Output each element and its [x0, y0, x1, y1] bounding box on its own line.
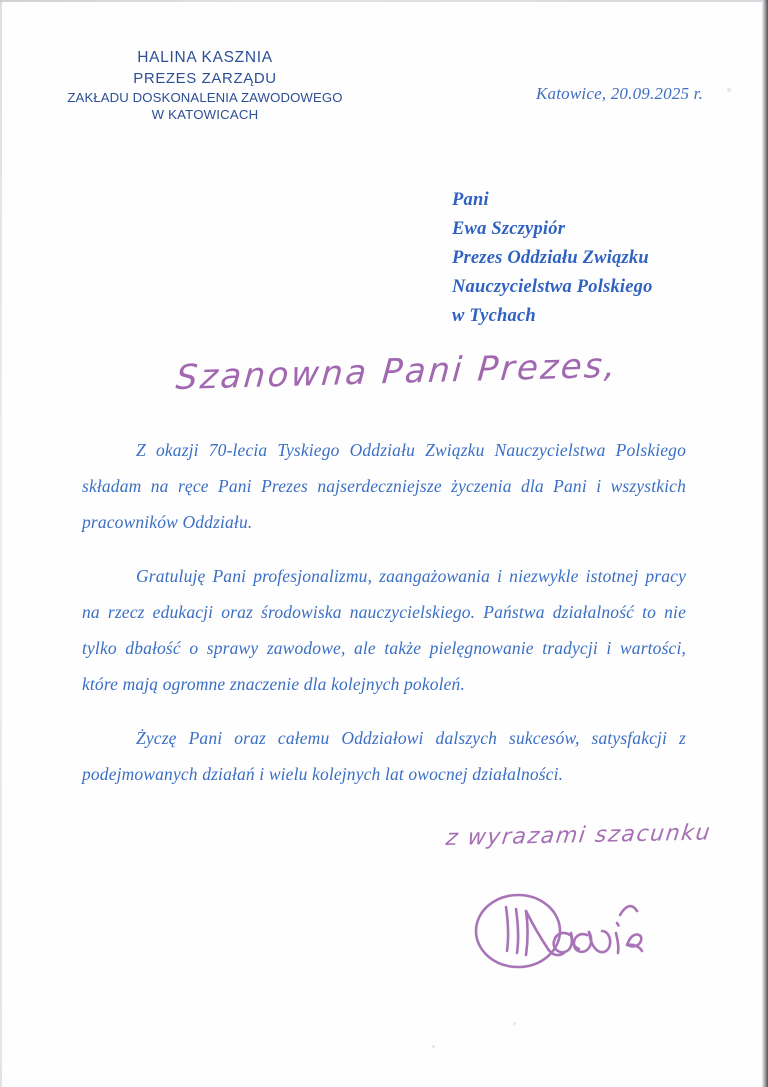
addressee-role-line1: Prezes Oddziału Związku	[452, 248, 649, 268]
body-paragraph-1: Z okazji 70-lecia Tyskiego Oddziału Związku Nauczycielstwa Polskiego składam na ręce Pani Prezes najserdeczniejsze życzenia dla Pani i wszystkich pracowników Oddziału.	[82, 440, 686, 532]
date-line: Katowice, 20.09.2025 r.	[536, 84, 704, 103]
letterhead-city: W KATOWICACH	[151, 107, 259, 123]
scan-speck	[432, 1045, 435, 1048]
letterhead-position: PREZES ZARZĄDU	[133, 69, 277, 87]
handwritten-closing: z wyrazami szacunku	[444, 820, 713, 852]
addressee-title: Pani	[452, 190, 489, 210]
scan-edge-left	[0, 0, 2, 1087]
signature-mark	[470, 885, 680, 975]
addressee-name: Ewa Szczypiór	[452, 219, 566, 239]
scan-speck	[727, 88, 731, 92]
addressee-role-line2: Nauczycielstwa Polskiego	[452, 277, 653, 297]
letterhead-organization: ZAKŁADU DOSKONALENIA ZAWODOWEGO	[67, 89, 343, 105]
scan-edge-top	[0, 0, 768, 2]
body-paragraph-2: Gratuluję Pani profesjonalizmu, zaangażowania i niezwykle istotnej pracy na rzecz edukacji oraz środowiska nauczycielskiego. Państwa działalność to nie tylko dbałość o sprawy zawodowe, ale także pielęgnowanie tradycji i wartości, które mają ogromne znaczenie dla kolejnych pokoleń.	[82, 566, 686, 694]
letter-body	[82, 432, 686, 792]
scan-edge-right	[762, 0, 768, 1087]
scan-speck	[513, 1022, 516, 1025]
addressee-block	[452, 186, 653, 331]
handwritten-salutation: Szanowna Pani Prezes,	[174, 345, 620, 399]
letterhead-name: HALINA KASZNIA	[137, 49, 273, 66]
addressee-city: w Tychach	[452, 306, 536, 326]
body-paragraph-3: Życzę Pani oraz całemu Oddziałowi dalszych sukcesów, satysfakcji z podejmowanych działań i wielu kolejnych lat owocnej działalności.	[82, 728, 686, 784]
letterhead	[45, 48, 365, 124]
